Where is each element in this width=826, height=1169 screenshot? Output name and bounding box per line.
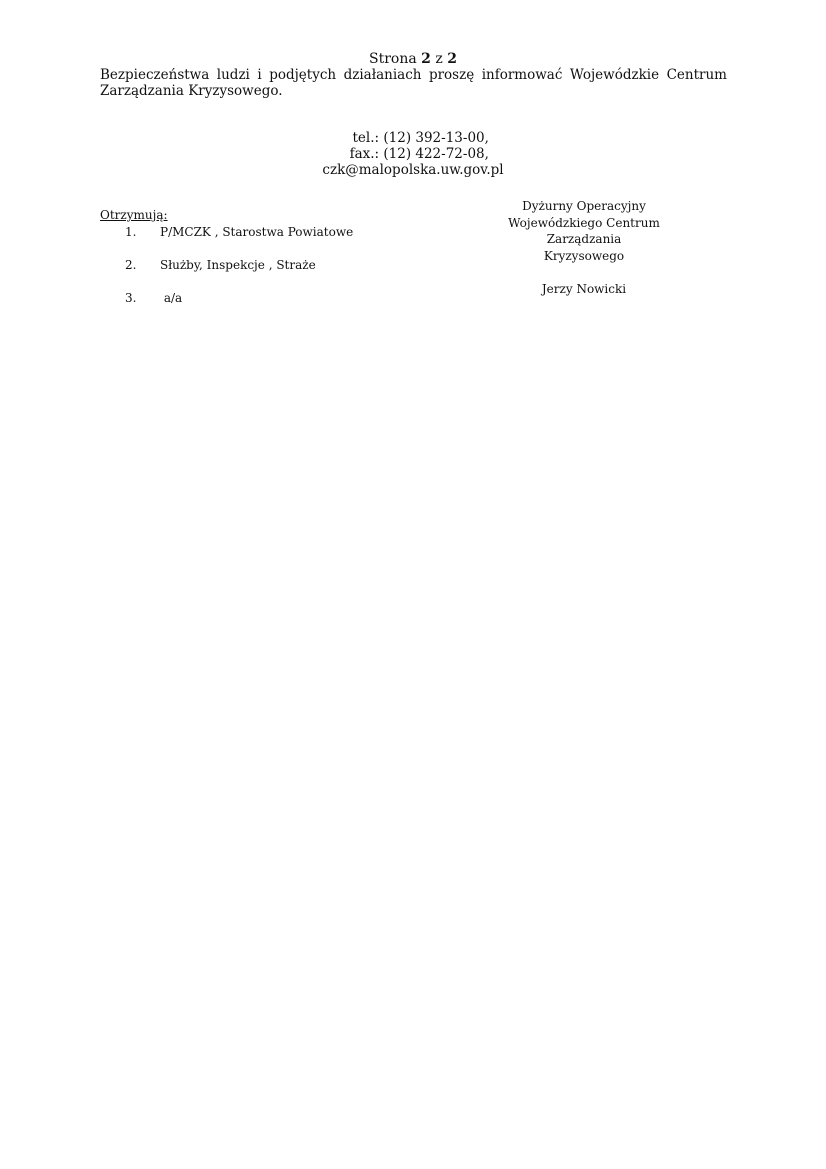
page-label: Strona — [369, 51, 417, 67]
list-item — [100, 291, 420, 306]
list-item-number: 2. — [125, 258, 137, 272]
intro-paragraph: Bezpieczeństwa ludzi i podjętych działaniach proszę informować Wojewódzkie Centrum Zarządzania Kryzysowego. — [100, 67, 727, 99]
list-item-number: 1. — [125, 225, 137, 239]
signature-title-line1: Dyżurny Operacyjny — [522, 199, 646, 213]
list-item-number: 3. — [125, 291, 137, 305]
signatory-name: Jerzy Nowicki — [541, 282, 627, 296]
list-item-text: P/MCZK , Starostwa Powiatowe — [160, 225, 354, 239]
total-pages-number: 2 — [447, 51, 457, 67]
list-item-text: Służby, Inspekcje , Straże — [160, 258, 316, 272]
signature-title-line2: Wojewódzkiego Centrum Zarządzania — [508, 215, 660, 246]
recipients-items — [100, 225, 420, 306]
signature-title-line3: Kryzysowego — [543, 248, 625, 263]
email-link[interactable]: czk@malopolska.uw.gov.pl — [322, 162, 504, 178]
phone-line — [0, 130, 826, 146]
page-separator: z — [435, 51, 443, 67]
fax-line — [0, 146, 826, 162]
signature-block — [470, 198, 698, 298]
recipients-heading: Otrzymują: — [100, 208, 168, 222]
fax-value: (12) 422-72-08, — [383, 146, 489, 162]
recipients-list — [100, 208, 420, 324]
page-number-header — [0, 50, 826, 68]
fax-label: fax.: — [349, 146, 380, 162]
list-item — [100, 225, 420, 240]
phone-label: tel.: — [352, 130, 380, 146]
contact-block — [0, 130, 826, 178]
list-item — [100, 258, 420, 273]
list-item-text: a/a — [160, 291, 183, 305]
phone-value: (12) 392-13-00, — [383, 130, 489, 146]
current-page-number: 2 — [421, 51, 431, 67]
